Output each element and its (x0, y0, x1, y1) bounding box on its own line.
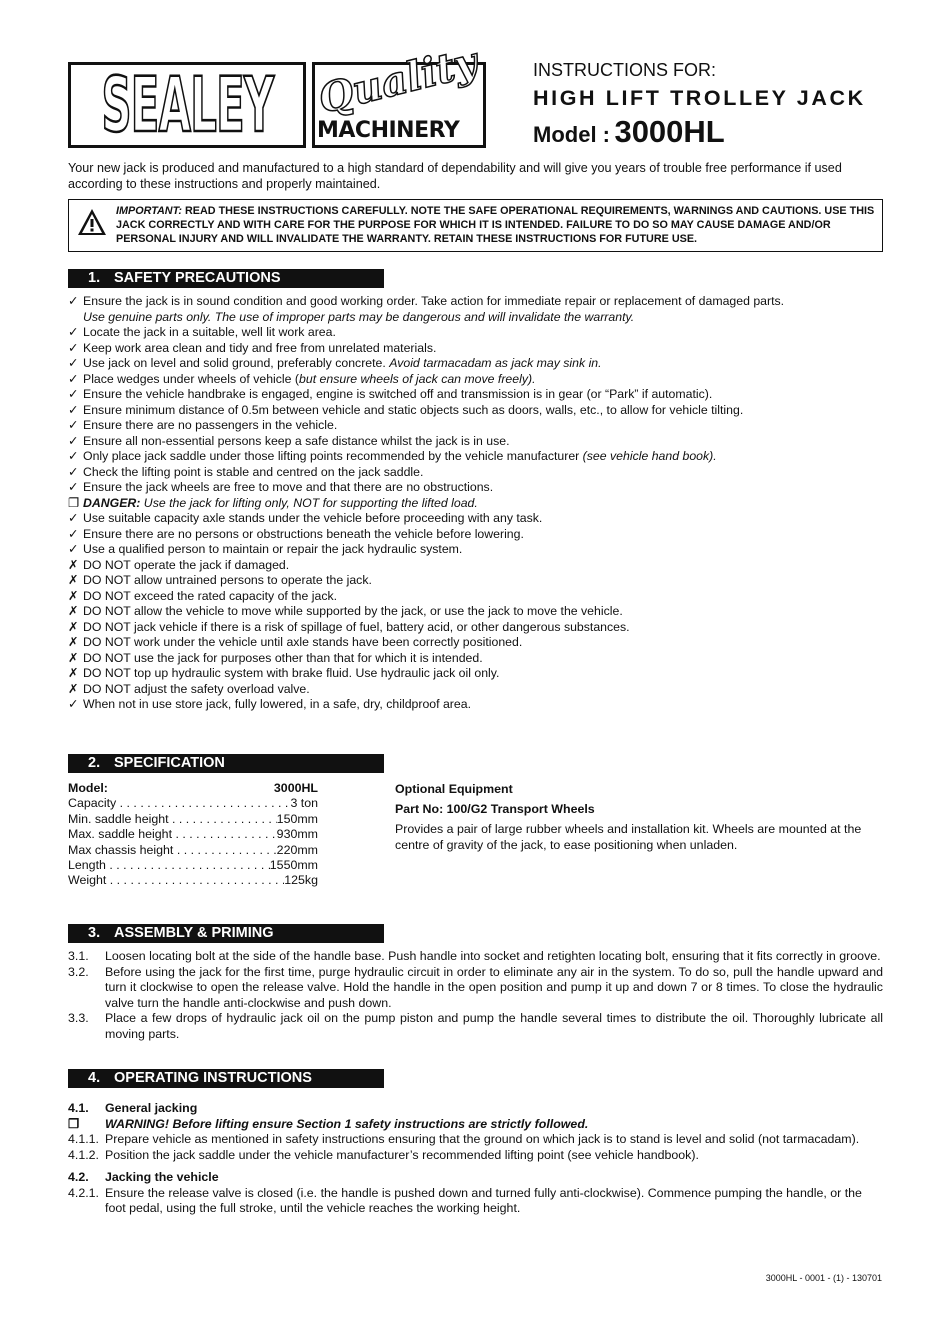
check-icon: ✓ (68, 340, 79, 355)
cross-icon: ✗ (68, 573, 79, 587)
check-icon: ✓ (68, 356, 79, 370)
list-item (68, 558, 898, 574)
item-plain: DO NOT top up hydraulic system with brake fluid. Use hydraulic jack oil only. (83, 666, 500, 680)
operating-instructions (68, 1101, 883, 1217)
item-text (83, 496, 478, 512)
item-text (83, 434, 510, 450)
item-plain: Ensure all non-essential persons keep a safe distance whilst the jack is in use. (83, 433, 510, 448)
item-text (83, 310, 634, 326)
item-text: Position the jack saddle under the vehicle manufacturer’s recommended lifting point (see vehicle handbook). (105, 1147, 699, 1162)
list-item (68, 511, 898, 527)
item-plain: Ensure there are no passengers in the vehicle. (83, 418, 338, 432)
item-plain: When not in use store jack, fully lowered, in a safe, dry, childproof area. (83, 697, 472, 711)
item-plain: DO NOT operate the jack if damaged. (83, 557, 290, 572)
assembly-list (68, 949, 883, 1042)
section-number: 3. (88, 925, 101, 941)
list-item (68, 1148, 883, 1164)
spec-value: 3 ton (290, 796, 318, 811)
spec-row (68, 858, 318, 873)
check-icon: ✓ (68, 697, 79, 711)
item-plain: Use a qualified person to maintain or repair the jack hydraulic system. (83, 542, 463, 556)
item-text (83, 372, 536, 388)
machinery-logo-text: MACHINERY (317, 118, 460, 143)
list-item (68, 527, 898, 543)
checkbox-icon: ❐ (68, 495, 80, 510)
list-item (68, 666, 898, 682)
warning-triangle-icon (77, 208, 107, 236)
item-text: Place a few drops of hydraulic jack oil on the pump piston and pump the handle several times to distribute the oil. Thoroughly lubricate all moving parts. (105, 1011, 883, 1041)
item-number: 3.3. (68, 1011, 89, 1025)
list-item (68, 1011, 883, 1042)
spec-label: Min. saddle height . . . (68, 812, 277, 827)
list-item (68, 1186, 883, 1217)
item-plain: Only place jack saddle under those lifting points recommended by the vehicle manufacturer (83, 449, 583, 463)
check-icon: ✓ (68, 402, 79, 417)
model-number: 3000HL (614, 114, 725, 149)
check-icon: ✓ (68, 325, 79, 339)
list-item (68, 356, 898, 372)
item-text: Ensure the release valve is closed (i.e. the handle is pushed down and turned fully anti-clockwise). Commence pumping the handle, or the foot pedal, using the full stroke, until the vehicle reaches the working height. (105, 1185, 862, 1215)
list-item (68, 697, 898, 713)
check-icon: ✓ (68, 433, 79, 448)
list-item (68, 325, 898, 341)
item-text (83, 403, 743, 419)
cross-icon: ✗ (68, 650, 79, 665)
item-number: 3.1. (68, 949, 89, 963)
optional-heading: Optional Equipment (395, 782, 513, 796)
instructions-for-heading: INSTRUCTIONS FOR: (533, 60, 716, 80)
item-plain: Use jack on level and solid ground, preferably concrete. (83, 356, 390, 370)
spec-label: Capacity . . . (68, 796, 290, 811)
product-title: HIGH LIFT TROLLEY JACK (533, 86, 866, 110)
check-icon: ✓ (68, 542, 79, 556)
cross-icon: ✗ (68, 557, 79, 572)
section-header-operating (68, 1069, 384, 1088)
section-title: OPERATING INSTRUCTIONS (114, 1070, 312, 1086)
spec-row (68, 812, 318, 827)
section-number: 4. (88, 1070, 101, 1086)
item-plain: DO NOT allow untrained persons to operate the jack. (83, 573, 372, 587)
specification-table (68, 781, 318, 889)
item-plain: Ensure the jack wheels are free to move and that there are no obstructions. (83, 480, 494, 494)
item-text (83, 341, 436, 357)
section-title: ASSEMBLY & PRIMING (114, 925, 274, 941)
list-item (68, 294, 898, 310)
item-text (83, 620, 630, 636)
check-icon: ✓ (68, 526, 79, 541)
list-item (68, 403, 898, 419)
cross-icon: ✗ (68, 635, 79, 649)
model-label: Model : (533, 122, 610, 147)
spec-value: 1550mm (269, 858, 318, 873)
section-title: SPECIFICATION (114, 755, 225, 771)
item-emphasis: Use the jack for lifting only, NOT for supporting the lifted load. (140, 495, 478, 510)
item-plain: Ensure there are no persons or obstructions beneath the vehicle before lowering. (83, 526, 524, 541)
list-item (68, 310, 898, 326)
quality-machinery-logo (312, 38, 486, 148)
list-item (68, 620, 898, 636)
item-text (83, 573, 372, 589)
cross-icon: ✗ (68, 604, 79, 618)
item-text (83, 589, 337, 605)
important-warning-box (68, 199, 883, 252)
item-emphasis: but ensure wheels of jack can move freely). (299, 371, 536, 386)
spec-value: 150mm (276, 811, 318, 826)
list-item (68, 965, 883, 1012)
item-number: 4.2. (68, 1170, 89, 1184)
section-header-assembly (68, 924, 384, 943)
item-plain: Ensure the vehicle handbrake is engaged, engine is switched off and transmission is in gear (or “Park” if automatic). (83, 387, 713, 401)
warning-label: IMPORTANT: (116, 205, 182, 217)
document-code: 3000HL - 0001 - (1) - 130701 (765, 1273, 882, 1283)
section-number: 1. (88, 270, 101, 286)
cross-icon: ✗ (68, 681, 79, 696)
list-item (68, 542, 898, 558)
item-text (83, 465, 423, 481)
item-emphasis: Avoid tarmacadam as jack may sink in. (389, 356, 602, 370)
list-item (68, 465, 898, 481)
check-icon: ✓ (68, 511, 79, 525)
item-plain: DO NOT adjust the safety overload valve. (83, 681, 310, 696)
check-icon: ✓ (68, 294, 79, 308)
item-number: 4.1.2. (68, 1147, 100, 1162)
item-text: Before using the jack for the first time, purge hydraulic circuit in order to eliminate any air in the system. To do so, pull the handle upward and turn it clockwise to open the release valve. Hold the handle in the open position and pump it up and down 7 or 8 times. To close the hydraulic valve turn the handle anti-clockwise and push down. (105, 964, 883, 1010)
item-emphasis: (see vehicle hand book). (582, 449, 717, 463)
item-plain: Check the lifting point is stable and centred on the jack saddle. (83, 464, 424, 479)
item-text (83, 527, 524, 543)
spec-row (68, 827, 318, 842)
item-text (83, 294, 784, 310)
spec-label: Max. saddle height . . . (68, 827, 277, 842)
list-item (68, 682, 898, 698)
item-text: Prepare vehicle as mentioned in safety instructions ensuring that the ground on which jack is to stand is level and solid (not tarmacadam). (105, 1132, 860, 1146)
item-text (83, 697, 471, 713)
safety-list (68, 294, 898, 713)
sealey-logo (68, 62, 306, 148)
spec-label: Length . . . (68, 858, 270, 873)
list-item (68, 480, 898, 496)
list-item (68, 651, 898, 667)
list-item (68, 434, 898, 450)
warning-line (68, 1117, 883, 1133)
sealey-logo-text: SEALEY (101, 60, 273, 150)
check-icon: ✓ (68, 387, 79, 401)
item-text (83, 635, 522, 651)
list-item (68, 589, 898, 605)
optional-equipment (395, 781, 885, 853)
cross-icon: ✗ (68, 619, 79, 634)
list-item (68, 372, 898, 388)
item-text (83, 682, 310, 698)
spec-header-row (68, 781, 318, 796)
list-item (68, 635, 898, 651)
section-title: SAFETY PRECAUTIONS (114, 270, 281, 286)
spec-row (68, 796, 318, 811)
check-icon: ✓ (68, 418, 79, 432)
item-text (83, 325, 336, 341)
spec-value: 125kg (284, 873, 318, 888)
subsection-heading (68, 1170, 883, 1186)
item-text: Loosen locating bolt at the side of the handle base. Push handle into socket and retighten locating bolt, ensuring that it fits correctly in groove. (105, 949, 881, 963)
item-text (83, 604, 623, 620)
item-plain: Locate the jack in a suitable, well lit work area. (83, 325, 336, 339)
warning-body: READ THESE INSTRUCTIONS CAREFULLY. NOTE THE SAFE OPERATIONAL REQUIREMENTS, WARNINGS AND CAUTIONS. USE THIS JACK CORRECTLY AND WITH CARE FOR THE PURPOSE FOR WHICH IT IS INTENDED. FAILURE TO DO SO MAY CAUSE DAMAGE AND/OR PERSONAL INJURY AND WILL INVALIDATE THE WARRANTY. RETAIN THESE INSTRUCTIONS FOR FUTURE USE. (116, 205, 875, 245)
warning-text (116, 204, 878, 246)
list-item (68, 387, 898, 403)
spec-value: 220mm (276, 842, 318, 857)
list-item (68, 1132, 883, 1148)
spec-label: Weight . . . (68, 873, 284, 888)
item-text: WARNING! Before lifting ensure Section 1 safety instructions are strictly followed. (105, 1116, 589, 1131)
item-text (83, 666, 499, 682)
item-text (83, 480, 493, 496)
check-icon: ✓ (68, 480, 79, 494)
item-plain: DO NOT exceed the rated capacity of the jack. (83, 588, 338, 603)
item-number: 3.2. (68, 964, 89, 979)
item-text (83, 558, 289, 574)
check-icon: ✓ (68, 371, 79, 386)
cross-icon: ✗ (68, 666, 79, 680)
item-text (83, 387, 712, 403)
section-header-safety (68, 269, 384, 288)
item-text (83, 542, 462, 558)
check-icon: ✓ (68, 449, 79, 463)
item-plain: DO NOT work under the vehicle until axle stands have been correctly positioned. (83, 635, 523, 649)
spec-value: 930mm (276, 827, 318, 842)
cross-icon: ✗ (68, 588, 79, 603)
intro-paragraph: Your new jack is produced and manufactured to a high standard of dependability and will give you years of trouble free performance if used according to these instructions and properly maintained. (68, 161, 842, 191)
item-plain: Ensure the jack is in sound condition and good working order. Take action for immediate repair or replacement of damaged parts. (83, 294, 785, 308)
spec-row (68, 873, 318, 888)
list-item (68, 604, 898, 620)
checkbox-icon: ❐ (68, 1116, 80, 1131)
item-plain: DO NOT allow the vehicle to move while supported by the jack, or use the jack to move the vehicle. (83, 604, 623, 618)
item-number: 4.1. (68, 1101, 89, 1115)
item-emphasis: Use genuine parts only. The use of improper parts may be dangerous and will invalidate the warranty. (83, 309, 635, 324)
item-plain: Use suitable capacity axle stands under the vehicle before proceeding with any task. (83, 511, 543, 525)
item-text (83, 356, 602, 372)
item-text (83, 511, 542, 527)
spec-value: 3000HL (273, 781, 318, 795)
item-text (83, 651, 483, 667)
item-number: 4.1.1. (68, 1132, 100, 1146)
spec-label: Max chassis height . . . (68, 843, 277, 858)
item-plain: Place wedges under wheels of vehicle ( (83, 371, 300, 386)
item-plain: DO NOT jack vehicle if there is a risk of spillage of fuel, battery acid, or other dangerous substances. (83, 619, 630, 634)
check-icon: ✓ (68, 464, 79, 479)
item-plain: Keep work area clean and tidy and free from unrelated materials. (83, 340, 437, 355)
list-item (68, 418, 898, 434)
subsection-heading (68, 1101, 883, 1117)
spec-row (68, 843, 318, 858)
quality-logo-text: Quality (313, 38, 483, 123)
danger-label: DANGER: (83, 495, 141, 510)
list-item (68, 949, 883, 965)
item-text (83, 418, 337, 434)
section-number: 2. (88, 755, 101, 771)
spec-label: Model: (68, 781, 108, 795)
optional-description: Provides a pair of large rubber wheels and installation kit. Wheels are mounted at the centre of gravity of the jack, to ease positioning when unladen. (395, 822, 862, 852)
section-header-specification (68, 754, 384, 773)
list-item (68, 449, 898, 465)
list-item (68, 573, 898, 589)
list-item (68, 496, 898, 512)
item-plain: Ensure minimum distance of 0.5m between vehicle and static objects such as doors, walls, etc., to allow for vehicle tilting. (83, 402, 744, 417)
item-number: 4.2.1. (68, 1185, 100, 1200)
model-title (533, 114, 725, 150)
item-text: Jacking the vehicle (105, 1170, 219, 1184)
item-text (83, 449, 717, 465)
list-item (68, 341, 898, 357)
optional-part: Part No: 100/G2 Transport Wheels (395, 802, 595, 816)
item-plain: DO NOT use the jack for purposes other than that for which it is intended. (83, 650, 483, 665)
item-text: General jacking (105, 1101, 198, 1115)
